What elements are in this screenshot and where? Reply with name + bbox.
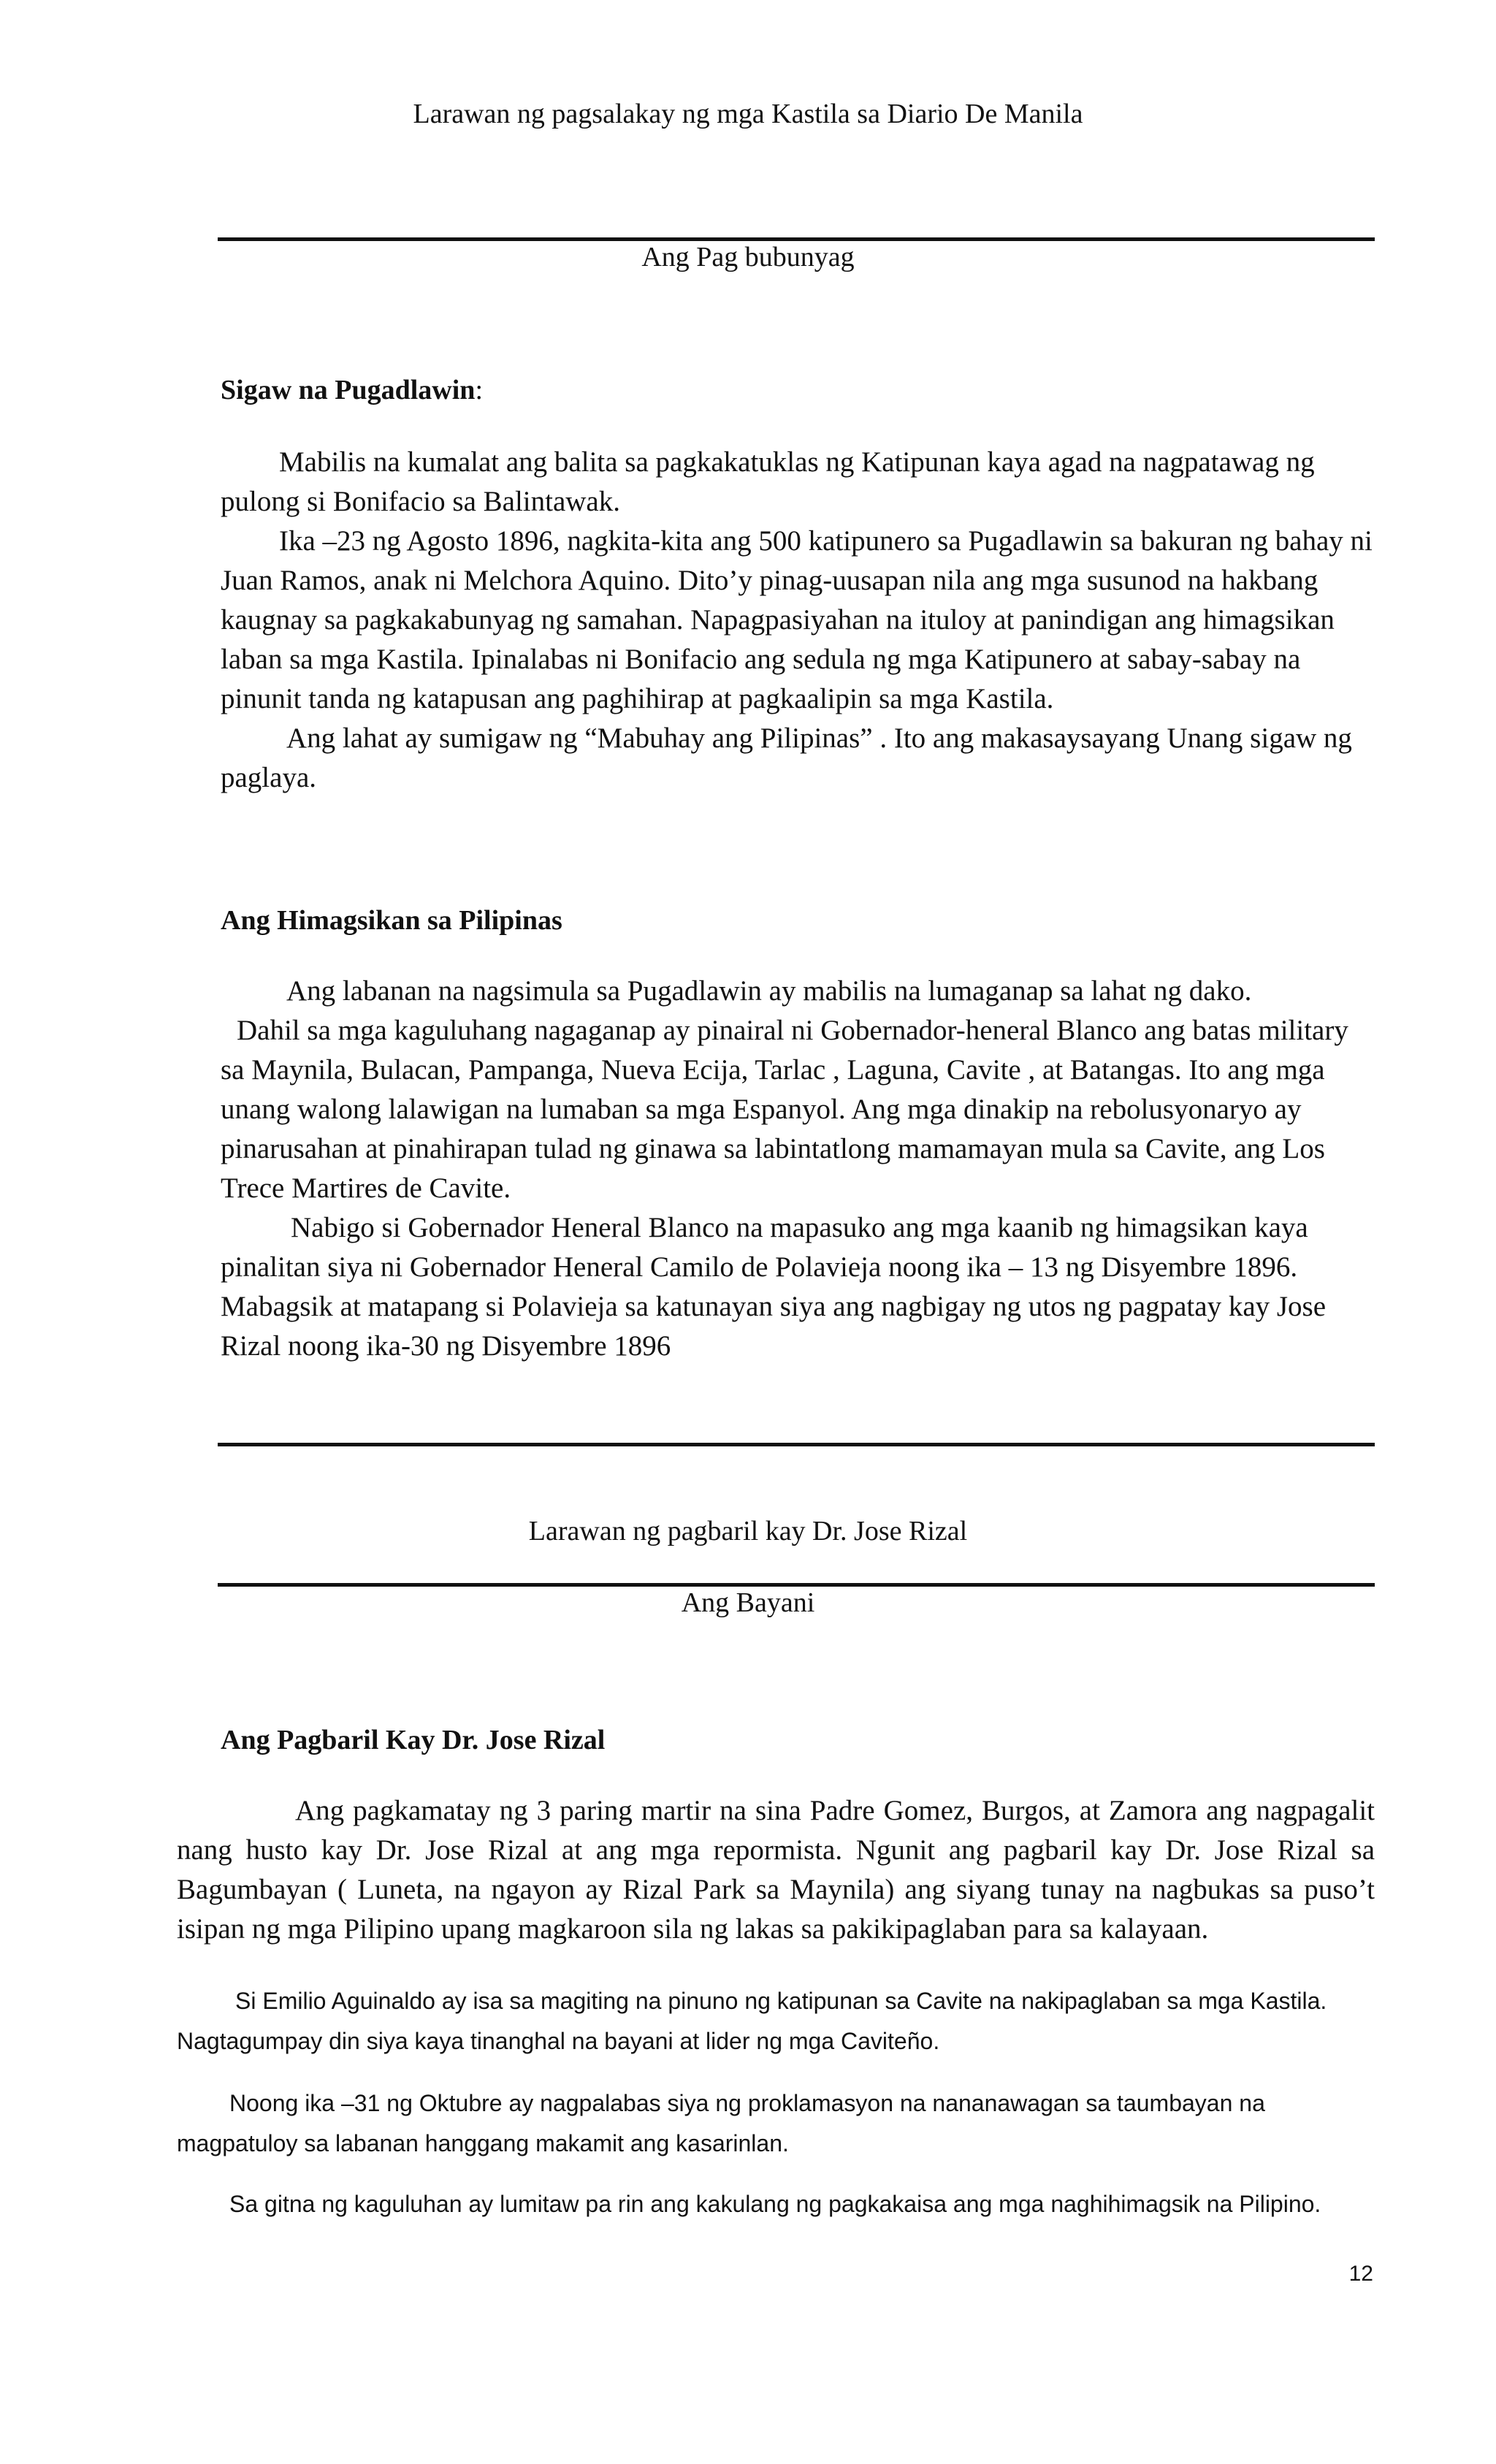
paragraph-sigaw-3: Ang lahat ay sumigaw ng “Mabuhay ang Pilipinas” . Ito ang makasaysayang Unang sigaw ng paglaya.: [221, 722, 1352, 793]
paragraph-aguinaldo: Si Emilio Aguinaldo ay isa sa magiting na pinuno ng katipunan sa Cavite na nakipaglaban sa mga Kastila. Nagtagumpay din siya kaya tinanghal na bayani at lider ng mga Caviteño.: [177, 1988, 1327, 2054]
paragraph-proklamasyon: Noong ika –31 ng Oktubre ay nagpalabas siya ng proklamasyon na nananawagan sa taumbayan na magpatuloy sa labanan hanggang makamit ang kasarinlan.: [177, 2090, 1265, 2156]
heading-colon: :: [475, 375, 484, 405]
photo-caption-rizal: Larawan ng pagbaril kay Dr. Jose Rizal: [528, 1516, 968, 1546]
paragraph-pagbaril-1: Ang pagkamatay ng 3 paring martir na sina Padre Gomez, Burgos, at Zamora ang nagpagalit nang husto kay Dr. Jose Rizal at ang mga repormista. Ngunit ang pagbaril kay Dr. Jose Rizal sa Bagumbayan ( Luneta, na ngayon ay Rizal Park sa Maynila) ang siyang tunay na nagbukas sa puso’t isipan ng mga Pilipino upang magkaroon sila ng lakas sa pakikipaglaban para sa kalayaan.: [177, 1795, 1375, 1945]
paragraph-sigaw-2: Ika –23 ng Agosto 1896, nagkita-kita ang 500 katipunero sa Pugadlawin sa bakuran ng bahay ni Juan Ramos, anak ni Melchora Aquino. Dito’y pinag-uusapan nila ang mga susunod na hakbang kaugnay sa pagkakabunyag ng samahan. Napagpasiyahan na ituloy at panindigan ang himagsikan laban sa mga Kastila. Ipinalabas ni Bonifacio ang sedula ng mga Katipunero at sabay-sabay na pinunit tanda ng katapusan ang paghihirap at pagkaalipin sa mga Kastila.: [221, 525, 1373, 714]
photo-caption-top: Larawan ng pagsalakay ng mga Kastila sa Diario De Manila: [413, 99, 1083, 129]
section-title-pag-bubunyag: Ang Pag bubunyag: [641, 242, 855, 272]
heading-text: Sigaw na Pugadlawin: [221, 375, 476, 405]
heading-himagsikan: Ang Himagsikan sa Pilipinas: [221, 905, 562, 936]
section-title-ang-bayani: Ang Bayani: [681, 1587, 815, 1618]
paragraph-pagkakaisa: Sa gitna ng kaguluhan ay lumitaw pa rin ang kakulang ng pagkakaisa ang mga naghihimagsik na Pilipino.: [229, 2191, 1321, 2217]
page-number: 12: [1348, 2262, 1373, 2286]
paragraph-himagsikan-3: Nabigo si Gobernador Heneral Blanco na mapasuko ang mga kaanib ng himagsikan kaya pinalitan siya ni Gobernador Heneral Camilo de Polavieja noong ika – 13 ng Disyembre 1896. Mabagsik at matapang si Polavieja sa katunayan siya ang nagbigay ng utos ng pagpatay kay Jose Rizal noong ika-30 ng Disyembre 1896: [221, 1212, 1327, 1362]
paragraph-himagsikan-1: Ang labanan na nagsimula sa Pugadlawin ay mabilis na lumaganap sa lahat ng dako.: [286, 975, 1252, 1007]
heading-sigaw-na-pugadlawin: [221, 374, 483, 406]
paragraph-sigaw-1: Mabilis na kumalat ang balita sa pagkakatuklas ng Katipunan kaya agad na nagpatawag ng pulong si Bonifacio sa Balintawak.: [221, 446, 1315, 517]
section-divider-2: [218, 1443, 1375, 1446]
heading-pagbaril-rizal: Ang Pagbaril Kay Dr. Jose Rizal: [221, 1725, 606, 1755]
paragraph-himagsikan-2: Dahil sa mga kaguluhang nagaganap ay pinairal ni Gobernador-heneral Blanco ang batas military sa Maynila, Bulacan, Pampanga, Nueva Ecija, Tarlac , Laguna, Cavite , at Batangas. Ito ang mga unang walong lalawigan na lumaban sa mga Espanyol. Ang mga dinakip na rebolusyonaryo ay pinarusahan at pinahirapan tulad ng ginawa sa labintatlong mamamayan mula sa Cavite, ang Los Trece Martires de Cavite.: [221, 1015, 1348, 1204]
